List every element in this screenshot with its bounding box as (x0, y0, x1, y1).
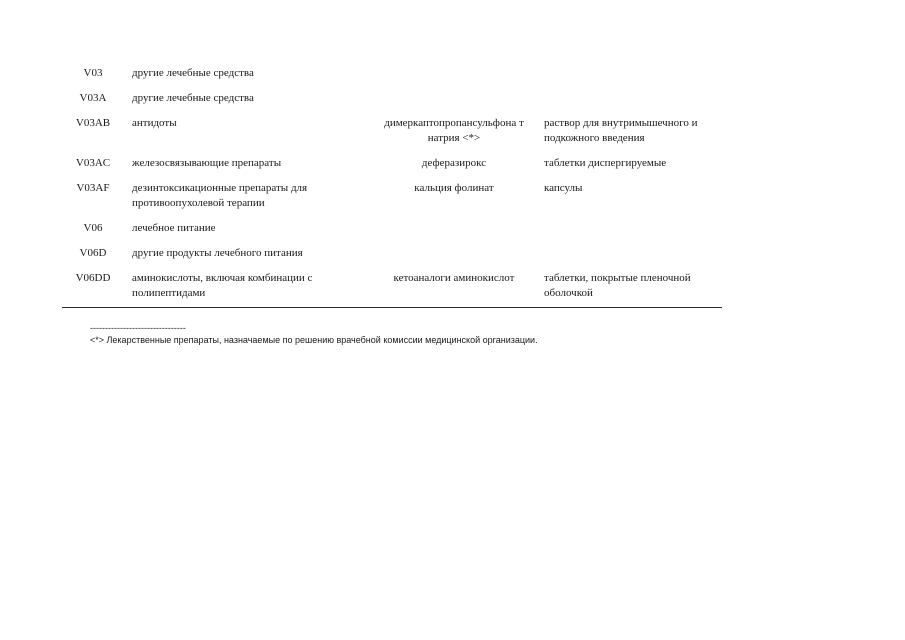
footnote-text: <*> Лекарственные препараты, назначаемые по решению врачебной комиссии медицинской организации. (90, 335, 538, 345)
drug-name: димеркаптопропансульфона т натрия <*> (384, 117, 524, 144)
table-row (62, 156, 722, 181)
atc-group-name: лечебное питание (132, 222, 216, 234)
atc-code: V03AB (75, 117, 111, 129)
document-body (62, 60, 708, 346)
table-row (62, 271, 722, 308)
atc-code: V06D (79, 247, 107, 259)
atc-group-name: дезинтоксикационные препараты для противоопухолевой терапии (132, 182, 308, 209)
atc-group-name: другие продукты лечебного питания (132, 247, 303, 259)
drug-name: деферазирокс (421, 157, 487, 169)
footnote-separator: -------------------------------- (90, 323, 186, 333)
dosage-form: таблетки диспергируемые (544, 157, 667, 169)
dosage-form (538, 246, 722, 271)
atc-code: V03AC (75, 157, 111, 169)
dosage-form (538, 91, 722, 116)
drug-name (370, 60, 538, 91)
table-row (62, 60, 722, 91)
atc-group-name: другие лечебные средства (132, 92, 254, 104)
atc-code: V03A (79, 92, 107, 104)
atc-group-name: аминокислоты, включая комбинации с полипептидами (132, 272, 313, 299)
atc-code: V03 (83, 67, 103, 79)
dosage-form (538, 60, 722, 91)
table-row (62, 246, 722, 271)
atc-group-name: железосвязывающие препараты (132, 157, 282, 169)
drug-name (370, 91, 538, 116)
atc-group-name: другие лечебные средства (132, 67, 254, 79)
atc-code: V06 (83, 222, 103, 234)
dosage-form: капсулы (544, 182, 583, 194)
dosage-form (538, 221, 722, 246)
table-row (62, 181, 722, 221)
dosage-form: таблетки, покрытые пленочной оболочкой (544, 272, 691, 299)
atc-group-name: антидоты (132, 117, 177, 129)
drug-name: кальция фолинат (414, 182, 494, 194)
drug-name (370, 221, 538, 246)
dosage-form: раствор для внутримышечного и подкожного введения (544, 117, 698, 144)
atc-code: V06DD (75, 272, 111, 284)
drug-list-table (62, 60, 722, 308)
table-row (62, 221, 722, 246)
drug-name: кетоаналоги аминокислот (393, 272, 515, 284)
footnote (90, 322, 708, 346)
table-row (62, 116, 722, 156)
atc-code: V03AF (76, 182, 110, 194)
drug-name (370, 246, 538, 271)
table-row (62, 91, 722, 116)
